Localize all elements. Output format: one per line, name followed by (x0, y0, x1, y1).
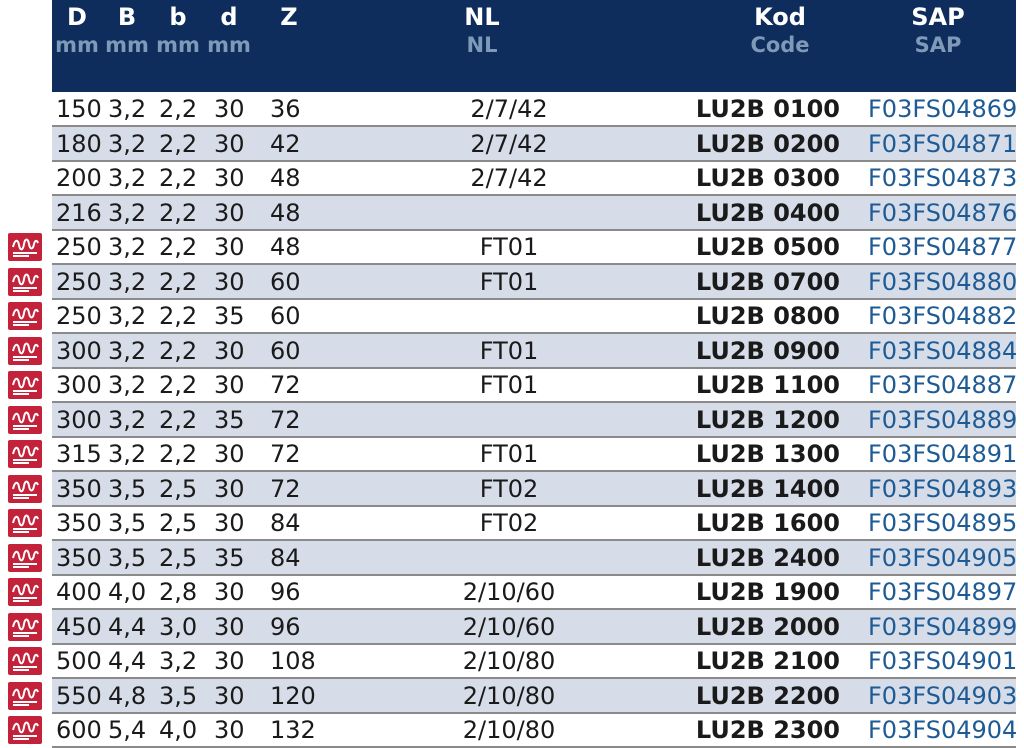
cell-B: 3,2 (108, 406, 147, 434)
cell-D: 450 (56, 613, 102, 641)
table-row (52, 679, 1016, 713)
cell-b-small: 3,2 (159, 647, 198, 675)
cell-d-small: 35 (214, 406, 245, 434)
header-col-Z: Z (280, 3, 298, 31)
cell-B: 3,5 (108, 509, 147, 537)
cell-sap: F03FS04880 (868, 268, 1018, 296)
anti-vibration-icon (8, 682, 42, 710)
cell-b-small: 2,5 (159, 509, 198, 537)
header-col-b: b (169, 3, 187, 31)
cell-code: LU2B 2200 (695, 682, 840, 710)
header-col-d-unit: mm (207, 33, 251, 57)
cell-code: LU2B 2300 (695, 716, 840, 744)
cell-d-small: 30 (214, 647, 245, 675)
cell-b-small: 3,5 (159, 682, 198, 710)
cell-D: 250 (56, 302, 102, 330)
cell-d-small: 30 (214, 233, 245, 261)
cell-b-small: 4,0 (159, 716, 198, 744)
cell-code: LU2B 0500 (695, 233, 840, 261)
table-row (52, 334, 1016, 368)
cell-NL: 2/7/42 (470, 164, 548, 192)
cell-Z: 48 (270, 233, 301, 261)
cell-sap: F03FS04876 (868, 199, 1018, 227)
cell-B: 5,4 (108, 716, 147, 744)
cell-NL: 2/10/80 (462, 647, 556, 675)
header-col-D: D (67, 3, 87, 31)
cell-b-small: 2,2 (159, 199, 198, 227)
cell-NL (392, 196, 626, 230)
anti-vibration-icon (8, 647, 42, 675)
cell-d-small: 35 (214, 544, 245, 572)
cell-code: LU2B 1100 (695, 371, 840, 399)
cell-B: 3,2 (108, 440, 147, 468)
cell-Z: 132 (270, 716, 316, 744)
cell-b-small: 2,2 (159, 302, 198, 330)
cell-code: LU2B 0400 (695, 199, 840, 227)
cell-Z: 72 (270, 371, 301, 399)
cell-NL: 2/7/42 (470, 130, 548, 158)
cell-b-small: 2,2 (159, 164, 198, 192)
cell-sap: F03FS04903 (868, 682, 1018, 710)
cell-sap: F03FS04899 (868, 613, 1018, 641)
table-row (52, 610, 1016, 644)
anti-vibration-icon (8, 371, 42, 399)
cell-b-small: 2,2 (159, 371, 198, 399)
cell-Z: 72 (270, 406, 301, 434)
cell-B: 4,8 (108, 682, 147, 710)
cell-NL: FT01 (479, 440, 539, 468)
cell-b-small: 2,2 (159, 233, 198, 261)
cell-code: LU2B 1300 (695, 440, 840, 468)
cell-sap: F03FS04873 (868, 164, 1018, 192)
table-row (52, 92, 1016, 126)
cell-d-small: 30 (214, 130, 245, 158)
cell-code: LU2B 2000 (695, 613, 840, 641)
cell-d-small: 30 (214, 613, 245, 641)
cell-B: 3,2 (108, 302, 147, 330)
table-row (52, 644, 1016, 678)
cell-B: 4,0 (108, 578, 147, 606)
cell-code: LU2B 0900 (695, 337, 840, 365)
cell-B: 3,2 (108, 337, 147, 365)
cell-sap: F03FS04904 (868, 716, 1018, 744)
cell-D: 400 (56, 578, 102, 606)
table-row (52, 403, 1016, 437)
header-col-NL-sub: NL (466, 33, 498, 57)
header-col-D-unit: mm (55, 33, 99, 57)
cell-NL: FT02 (479, 475, 539, 503)
cell-code: LU2B 1200 (695, 406, 840, 434)
cell-sap: F03FS04869 (868, 95, 1018, 123)
cell-NL: FT01 (479, 268, 539, 296)
cell-d-small: 30 (214, 268, 245, 296)
anti-vibration-icon (8, 440, 42, 468)
cell-sap: F03FS04877 (868, 233, 1018, 261)
anti-vibration-icon (8, 509, 42, 537)
anti-vibration-icon (8, 268, 42, 296)
cell-D: 350 (56, 544, 102, 572)
cell-B: 4,4 (108, 647, 147, 675)
cell-b-small: 2,2 (159, 130, 198, 158)
cell-Z: 36 (270, 95, 301, 123)
cell-Z: 48 (270, 199, 301, 227)
header-col-b-unit: mm (156, 33, 200, 57)
cell-D: 600 (56, 716, 102, 744)
cell-b-small: 3,0 (159, 613, 198, 641)
cell-d-small: 30 (214, 440, 245, 468)
table-header (52, 0, 1016, 92)
cell-d-small: 30 (214, 509, 245, 537)
table-row (52, 230, 1016, 264)
cell-Z: 108 (270, 647, 316, 675)
cell-d-small: 30 (214, 578, 245, 606)
cell-B: 3,2 (108, 95, 147, 123)
cell-d-small: 30 (214, 716, 245, 744)
table-row (52, 472, 1016, 506)
cell-Z: 120 (270, 682, 316, 710)
cell-d-small: 30 (214, 199, 245, 227)
cell-sap: F03FS04895 (868, 509, 1018, 537)
table-row (52, 299, 1016, 333)
cell-D: 300 (56, 406, 102, 434)
table-row (52, 161, 1016, 195)
table-row (52, 196, 1016, 230)
cell-code: LU2B 0200 (695, 130, 840, 158)
table-row (52, 506, 1016, 540)
cell-code: LU2B 2400 (695, 544, 840, 572)
cell-B: 3,2 (108, 164, 147, 192)
anti-vibration-icon (8, 613, 42, 641)
cell-code: LU2B 2100 (695, 647, 840, 675)
table-row (52, 127, 1016, 161)
cell-sap: F03FS04871 (868, 130, 1018, 158)
cell-Z: 48 (270, 164, 301, 192)
cell-sap: F03FS04891 (868, 440, 1018, 468)
cell-d-small: 30 (214, 371, 245, 399)
cell-NL (392, 541, 626, 575)
header-col-code: Code (750, 33, 810, 57)
cell-Z: 84 (270, 544, 301, 572)
cell-b-small: 2,2 (159, 268, 198, 296)
cell-Z: 60 (270, 268, 301, 296)
table-row (52, 575, 1016, 609)
cell-b-small: 2,2 (159, 440, 198, 468)
cell-B: 3,2 (108, 199, 147, 227)
cell-code: LU2B 0700 (695, 268, 840, 296)
cell-sap: F03FS04887 (868, 371, 1018, 399)
header-col-NL: NL (464, 3, 500, 31)
cell-sap: F03FS04889 (868, 406, 1018, 434)
cell-B: 3,5 (108, 544, 147, 572)
cell-D: 350 (56, 509, 102, 537)
cell-sap: F03FS04893 (868, 475, 1018, 503)
cell-D: 200 (56, 164, 102, 192)
cell-D: 250 (56, 233, 102, 261)
cell-sap: F03FS04897 (868, 578, 1018, 606)
cell-b-small: 2,2 (159, 406, 198, 434)
table-row (52, 265, 1016, 299)
cell-b-small: 2,5 (159, 544, 198, 572)
cell-D: 550 (56, 682, 102, 710)
anti-vibration-icon (8, 716, 42, 744)
cell-NL: FT01 (479, 233, 539, 261)
header-col-B-unit: mm (105, 33, 149, 57)
cell-B: 4,4 (108, 613, 147, 641)
cell-B: 3,2 (108, 233, 147, 261)
cell-b-small: 2,8 (159, 578, 198, 606)
header-col-B: B (117, 3, 137, 31)
cell-code: LU2B 0800 (695, 302, 840, 330)
cell-Z: 60 (270, 337, 301, 365)
cell-D: 300 (56, 337, 102, 365)
cell-NL: 2/10/60 (462, 578, 556, 606)
cell-D: 250 (56, 268, 102, 296)
cell-D: 300 (56, 371, 102, 399)
cell-Z: 72 (270, 475, 301, 503)
cell-b-small: 2,5 (159, 475, 198, 503)
cell-B: 3,2 (108, 268, 147, 296)
anti-vibration-icon (8, 337, 42, 365)
cell-B: 3,2 (108, 371, 147, 399)
cell-B: 3,5 (108, 475, 147, 503)
header-col-kod: Kod (754, 3, 806, 31)
cell-d-small: 30 (214, 475, 245, 503)
anti-vibration-icon (8, 475, 42, 503)
header-col-d: d (220, 3, 238, 31)
cell-sap: F03FS04884 (868, 337, 1018, 365)
header-col-sap: SAP (911, 3, 965, 31)
cell-d-small: 30 (214, 164, 245, 192)
cell-NL: 2/10/80 (462, 682, 556, 710)
cell-b-small: 2,2 (159, 95, 198, 123)
cell-NL: FT02 (479, 509, 539, 537)
cell-code: LU2B 1900 (695, 578, 840, 606)
cell-Z: 96 (270, 613, 301, 641)
cell-NL: FT01 (479, 337, 539, 365)
cell-Z: 84 (270, 509, 301, 537)
cell-d-small: 35 (214, 302, 245, 330)
cell-code: LU2B 1600 (695, 509, 840, 537)
cell-Z: 60 (270, 302, 301, 330)
header-col-sap-sub: SAP (914, 33, 962, 57)
cell-D: 180 (56, 130, 102, 158)
cell-B: 3,2 (108, 130, 147, 158)
anti-vibration-icon (8, 302, 42, 330)
cell-D: 150 (56, 95, 102, 123)
cell-Z: 96 (270, 578, 301, 606)
table-row (52, 368, 1016, 402)
cell-code: LU2B 0300 (695, 164, 840, 192)
table-row (52, 713, 1016, 747)
cell-D: 500 (56, 647, 102, 675)
cell-sap: F03FS04901 (868, 647, 1018, 675)
cell-sap: F03FS04905 (868, 544, 1018, 572)
anti-vibration-icon (8, 233, 42, 261)
cell-sap: F03FS04882 (868, 302, 1018, 330)
cell-code: LU2B 0100 (695, 95, 840, 123)
anti-vibration-icon (8, 578, 42, 606)
anti-vibration-icon (8, 406, 42, 434)
cell-NL: 2/10/60 (462, 613, 556, 641)
cell-D: 315 (56, 440, 102, 468)
cell-NL: 2/7/42 (470, 95, 548, 123)
cell-NL (392, 403, 626, 437)
cell-code: LU2B 1400 (695, 475, 840, 503)
table-row (52, 437, 1016, 471)
cell-d-small: 30 (214, 682, 245, 710)
anti-vibration-icon (8, 544, 42, 572)
cell-D: 350 (56, 475, 102, 503)
cell-NL: FT01 (479, 371, 539, 399)
cell-NL: 2/10/80 (462, 716, 556, 744)
cell-NL (392, 299, 626, 333)
cell-Z: 42 (270, 130, 301, 158)
cell-D: 216 (56, 199, 102, 227)
table-row (52, 541, 1016, 575)
cell-b-small: 2,2 (159, 337, 198, 365)
cell-d-small: 30 (214, 337, 245, 365)
cell-Z: 72 (270, 440, 301, 468)
cell-d-small: 30 (214, 95, 245, 123)
